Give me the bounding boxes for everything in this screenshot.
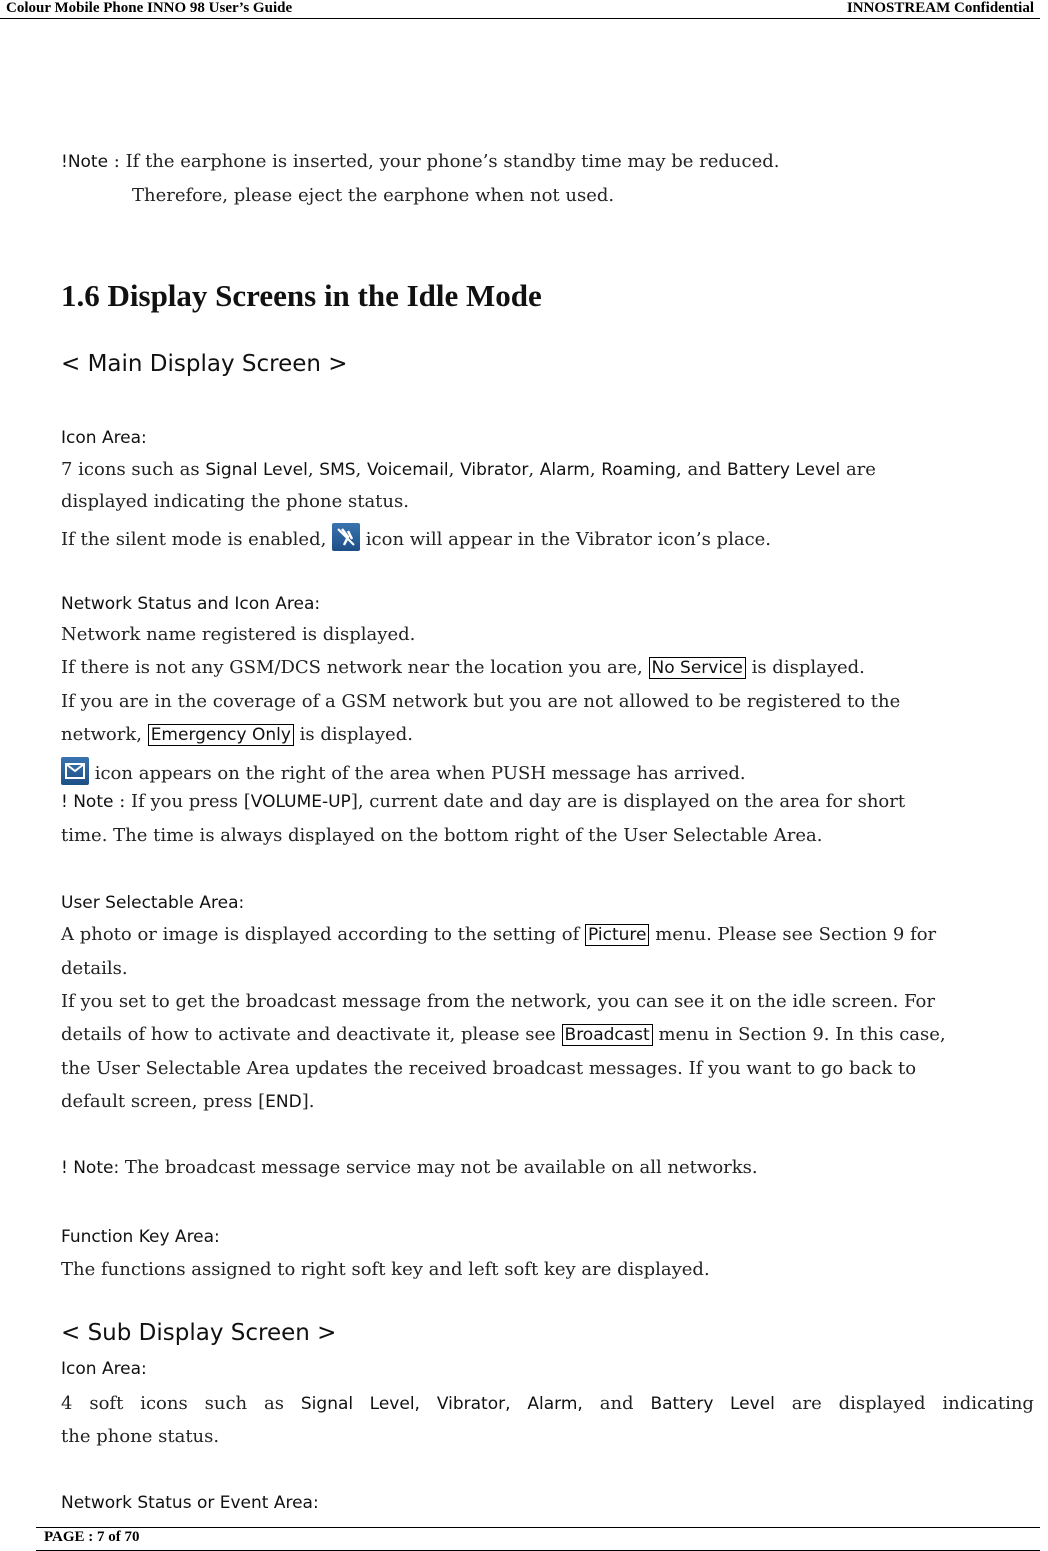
function-key-text: The functions assigned to right soft key and left soft key are displayed. (61, 1259, 710, 1280)
note1-line2: Therefore, please eject the earphone when not used. (132, 185, 615, 206)
network-note: ! Note : If you press [VOLUME-UP], current date and day are is displayed on the area for short (61, 791, 906, 812)
icon-area-title: Icon Area: (61, 428, 147, 448)
function-key-title: Function Key Area: (61, 1227, 220, 1247)
note1-label: !Note (61, 152, 109, 172)
user-area-line5: the User Selectable Area updates the received broadcast messages. If you want to go back to (61, 1058, 917, 1079)
header-left: Colour Mobile Phone INNO 98 User’s Guide (6, 0, 293, 16)
user-area-title: User Selectable Area: (61, 893, 245, 913)
user-area-line3: If you set to get the broadcast message from the network, you can see it on the idle screen. For (61, 991, 935, 1012)
picture-menu-label: Picture (585, 924, 649, 946)
network-area-title: Network Status and Icon Area: (61, 594, 321, 614)
push-message-icon (61, 757, 89, 785)
network-line7: time. The time is always displayed on the bottom right of the User Selectable Area. (61, 825, 823, 846)
sub-icon-area-title: Icon Area: (61, 1359, 147, 1379)
broadcast-note: ! Note: The broadcast message service may not be available on all networks. (61, 1157, 758, 1178)
sub-network-title: Network Status or Event Area: (61, 1493, 319, 1513)
icon-area-line2: displayed indicating the phone status. (61, 491, 409, 512)
page-number: PAGE : 7 of 70 (44, 1529, 140, 1545)
icon-area-line3: If the silent mode is enabled, icon will appear in the Vibrator icon’s place. (61, 523, 771, 552)
broadcast-menu-label: Broadcast (562, 1024, 653, 1046)
icon-area-line1: 7 icons such as Signal Level, SMS, Voicemail, Vibrator, Alarm, Roaming, and Battery Level are (61, 459, 876, 480)
network-line4: network, Emergency Only is displayed. (61, 724, 413, 745)
silent-mode-icon (332, 523, 360, 551)
emergency-only-label: Emergency Only (148, 724, 294, 746)
sub-display-heading: < Sub Display Screen > (61, 1320, 337, 1346)
network-line5: icon appears on the right of the area when PUSH message has arrived. (61, 757, 746, 786)
header-right: INNOSTREAM Confidential (846, 0, 1034, 16)
user-area-line4: details of how to activate and deactivate it, please see Broadcast menu in Section 9. In this case, (61, 1024, 946, 1045)
section-title: 1.6 Display Screens in the Idle Mode (61, 278, 542, 313)
sub-icon-area-line2: the phone status. (61, 1426, 220, 1447)
page-footer (36, 1527, 1040, 1551)
sub-icon-area-line1: 4 soft icons such as Signal Level, Vibrator, Alarm, and Battery Level are displayed indicating (61, 1393, 1034, 1414)
user-area-line6: default screen, press [END]. (61, 1091, 315, 1112)
user-area-line2: details. (61, 958, 128, 979)
main-display-heading: < Main Display Screen > (61, 351, 348, 377)
no-service-label: No Service (649, 657, 746, 679)
network-line3: If you are in the coverage of a GSM network but you are not allowed to be registered to the (61, 691, 901, 712)
network-line2: If there is not any GSM/DCS network near the location you are, No Service is displayed. (61, 657, 865, 678)
note1-line1: !Note : If the earphone is inserted, your phone’s standby time may be reduced. (61, 151, 780, 172)
user-area-line1: A photo or image is displayed according to the setting of Picture menu. Please see Section 9 for (61, 924, 937, 945)
network-line1: Network name registered is displayed. (61, 624, 416, 645)
page-header (0, 0, 1040, 19)
